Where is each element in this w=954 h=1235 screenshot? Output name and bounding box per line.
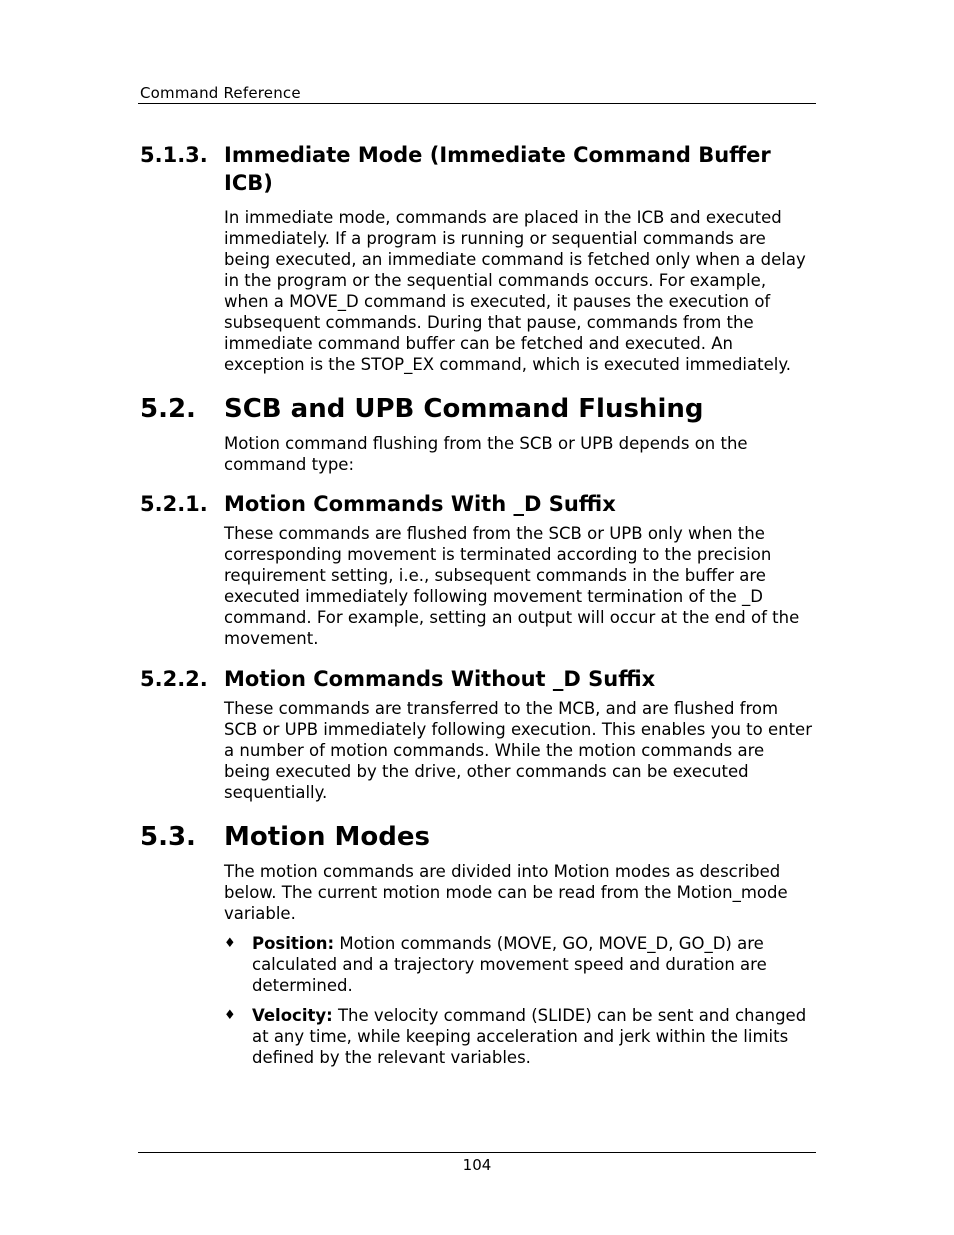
page-content (140, 141, 820, 1068)
section-number: 5.1.3. (140, 143, 208, 167)
section-heading-5-1-3 (140, 141, 820, 197)
section-heading-5-2-1 (140, 490, 820, 518)
list-item-text (252, 933, 820, 996)
section-number: 5.2.1. (140, 492, 208, 516)
header-rule (138, 103, 816, 104)
list-item-description: The velocity command (SLIDE) can be sent and changed at any time, while keeping acceleration and jerk within the limits defined by the relevant variables. (252, 1006, 807, 1067)
diamond-bullet-icon: ♦ (224, 1008, 236, 1023)
list-item-description: Motion commands (MOVE, GO, MOVE_D, GO_D) are calculated and a trajectory movement speed and duration are determined. (252, 934, 767, 995)
page-number: 104 (462, 1156, 492, 1174)
list-item (224, 1005, 820, 1068)
section-number: 5.3. (140, 822, 196, 852)
section-title: Motion Commands Without _D Suffix (224, 667, 656, 691)
list-item-term: Velocity: (252, 1006, 333, 1025)
section-number: 5.2.2. (140, 667, 208, 691)
section-paragraph: The motion commands are divided into Motion modes as described below. The current motion mode can be read from the Motion_mode variable. (224, 862, 788, 923)
section-title: Immediate Mode (Immediate Command Buffer ICB) (224, 143, 771, 195)
list-item (224, 933, 820, 996)
section-heading-5-2-2 (140, 665, 820, 693)
section-title: Motion Commands With _D Suffix (224, 492, 616, 516)
section-heading-5-2 (140, 392, 820, 426)
running-header: Command Reference (140, 84, 301, 102)
section-number: 5.2. (140, 394, 196, 424)
bullet-list (224, 933, 820, 1068)
section-paragraph: These commands are transferred to the MCB, and are flushed from SCB or UPB immediately following execution. This enables you to enter a number of motion commands. While the motion commands are being executed by the drive, other commands can be executed sequentially. (224, 699, 812, 802)
footer-rule (138, 1152, 816, 1153)
diamond-bullet-icon: ♦ (224, 936, 236, 951)
section-paragraph: In immediate mode, commands are placed in the ICB and executed immediately. If a program is running or sequential commands are being executed, an immediate command is fetched only when a delay in the program or the sequential commands occurs. For example, when a MOVE_D command is executed, it pauses the execution of subsequent commands. During that pause, commands from the immediate command buffer can be fetched and executed. An exception is the STOP_EX command, which is executed immediately. (224, 208, 806, 374)
section-heading-5-3 (140, 820, 820, 854)
list-item-term: Position: (252, 934, 335, 953)
list-item-text (252, 1005, 820, 1068)
section-paragraph: Motion command flushing from the SCB or UPB depends on the command type: (224, 434, 748, 474)
section-paragraph: These commands are flushed from the SCB or UPB only when the corresponding movement is terminated according to the precision requirement setting, i.e., subsequent commands in the buffer are executed immediately following movement termination of the _D command. For example, setting an output will occur at the end of the movement. (224, 524, 800, 648)
section-title: Motion Modes (224, 822, 430, 852)
section-title: SCB and UPB Command Flushing (224, 394, 704, 424)
